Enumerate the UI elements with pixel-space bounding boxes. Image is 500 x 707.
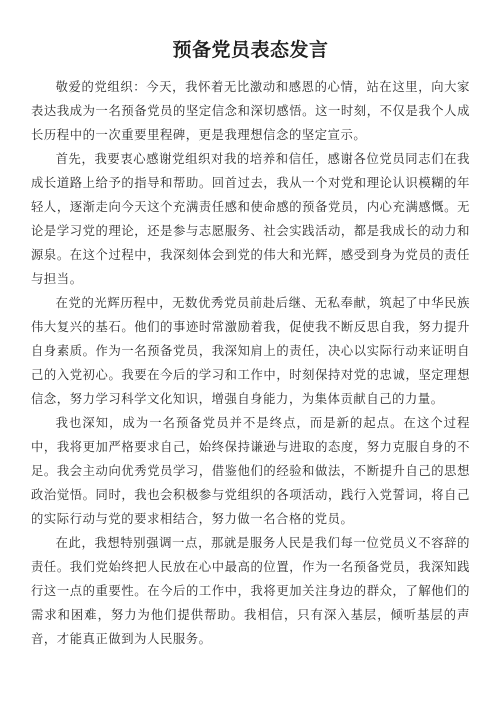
paragraph-4: 我也深知，成为一名预备党员并不是终点，而是新的起点。在这个过程中，我将更加严格要求自己，始终保持谦逊与进取的态度，努力克服自身的不足。我会主动向优秀党员学习，借鉴他们的经验和做法，不断提升自己的思想政治觉悟。同时，我也会积极参与党组织的各项活动，践行入党誓词，将自己的实际行动与党的要求相结合，努力做一名合格的党员。 [31, 416, 470, 526]
paragraph-1: 敬爱的党组织：今天，我怀着无比激动和感恩的心情，站在这里，向大家表达我成为一名预备党员的坚定信念和深切感悟。这一时刻，不仅是我个人成长历程中的一次重要里程碑，更是我理想信念的坚定宣示。 [31, 80, 470, 142]
paragraph-5: 在此，我想特别强调一点，那就是服务人民是我们每一位党员义不容辞的责任。我们党始终把人民放在心中最高的位置，作为一名预备党员，我深知践行这一点的重要性。在今后的工作中，我将更加关注身边的群众，了解他们的需求和困难，努力为他们提供帮助。我相信，只有深入基层，倾听基层的声音，才能真正做到为人民服务。 [31, 536, 470, 646]
paragraph-3: 在党的光辉历程中，无数优秀党员前赴后继、无私奉献，筑起了中华民族伟大复兴的基石。他们的事迹时常激励着我，促使我不断反思自我，努力提升自身素质。作为一名预备党员，我深知肩上的责任，决心以实际行动来证明自己的入党初心。我要在今后的学习和工作中，时刻保持对党的忠诚，坚定理想信念，努力学习科学文化知识，增强自身能力，为集体贡献自己的力量。 [31, 296, 470, 406]
document-title: 预备党员表态发言 [172, 39, 329, 61]
paragraph-2: 首先，我要衷心感谢党组织对我的培养和信任，感谢各位党员同志们在我成长道路上给予的指导和帮助。回首过去，我从一个对党和理论认识模糊的年轻人，逐渐走向今天这个充满责任感和使命感的预备党员，内心充满感慨。无论是学习党的理论，还是参与志愿服务、社会实践活动，都是我成长的动力和源泉。在这个过程中，我深刻体会到党的伟大和光辉，感受到身为党员的责任与担当。 [31, 152, 470, 286]
